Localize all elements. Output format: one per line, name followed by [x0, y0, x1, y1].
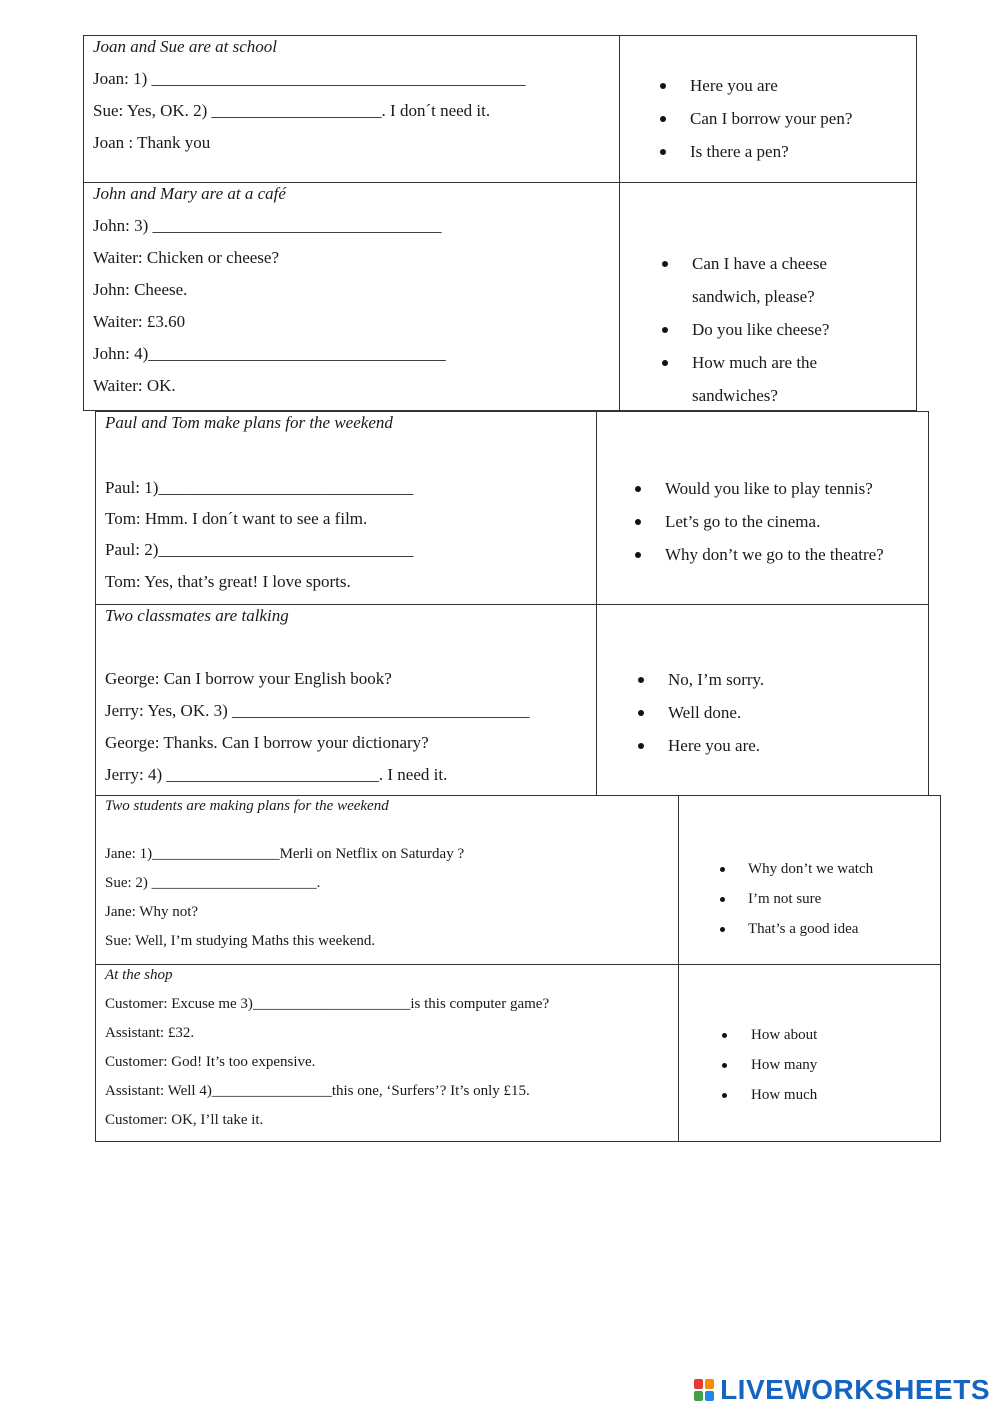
option-item[interactable]	[662, 247, 829, 280]
dialogue-heading: Two classmates are talking	[105, 606, 289, 625]
bullet-icon	[638, 677, 644, 683]
liveworksheets-logo[interactable]	[694, 1374, 990, 1406]
bullet-icon	[722, 1093, 727, 1098]
option-item[interactable]	[722, 1080, 817, 1110]
option-text: Can I have a cheese	[692, 254, 827, 273]
options-panel-1	[620, 36, 916, 182]
options-panel-5	[679, 796, 940, 964]
option-item[interactable]: Here you are	[660, 69, 852, 102]
dialogue-line: Tom: Yes, that’s great! I love sports.	[105, 572, 351, 591]
option-item[interactable]	[722, 1020, 817, 1050]
dialogue-line: Jerry: 4) _________________________. I need it.	[105, 765, 448, 784]
option-text: That’s a good idea	[748, 921, 859, 937]
logo-square-4	[705, 1391, 714, 1401]
dialogue-line: Sue: Well, I’m studying Maths this weekend.	[105, 933, 376, 949]
option-text: How about	[751, 1027, 818, 1043]
logo-mark-icon	[694, 1379, 714, 1401]
dialogue-panel-5	[96, 796, 679, 964]
option-text: Here you are.	[668, 736, 761, 755]
dialogue-line: Joan: 1) ____________________________________________	[93, 69, 526, 88]
option-item[interactable]: Is there a pen?	[660, 135, 852, 168]
logo-square-2	[705, 1379, 714, 1389]
dialogue-line: Assistant: Well 4)________________this one, ‘Surfers’? It’s only £15.	[105, 1083, 530, 1099]
dialogue-heading: John and Mary are at a café	[93, 184, 286, 203]
dialogue-line: Assistant: £32.	[105, 1025, 195, 1041]
dialogue-line: Jane: Why not?	[105, 904, 199, 920]
option-text: How much	[751, 1087, 818, 1103]
bullet-icon	[638, 710, 644, 716]
option-item[interactable]	[635, 505, 884, 538]
options-list	[720, 854, 873, 944]
bullet-icon	[720, 927, 725, 932]
dialogue-line: John: 4)___________________________________	[93, 344, 446, 363]
options-panel-2	[620, 183, 916, 410]
logo-square-1	[694, 1379, 703, 1389]
dialogue-line: Joan : Thank you	[93, 133, 211, 152]
option-item[interactable]	[638, 696, 764, 729]
dialogue-line: Paul: 2)______________________________	[105, 540, 414, 559]
option-item[interactable]	[635, 538, 884, 571]
dialogue-panel-4	[96, 605, 597, 795]
dialogue-line: Waiter: £3.60	[93, 312, 186, 331]
bullet-icon	[635, 552, 641, 558]
bullet-icon	[662, 327, 668, 333]
logo-text: LIVEWORKSHEETS	[720, 1374, 990, 1405]
bullet-icon	[635, 519, 641, 525]
option-item[interactable]	[722, 1050, 817, 1080]
option-text: Why don’t we go to the theatre?	[665, 545, 884, 564]
dialogue-heading: Two students are making plans for the weekend	[105, 798, 389, 814]
options-list	[638, 663, 764, 762]
dialogue-line: Customer: OK, I’ll take it.	[105, 1112, 264, 1128]
dialogue-panel-3	[96, 412, 597, 604]
dialogue-line: Waiter: OK.	[93, 376, 176, 395]
dialogue-line: John: 3) __________________________________	[93, 216, 442, 235]
option-item[interactable]	[635, 472, 884, 505]
option-text: sandwich, please?	[692, 287, 815, 306]
bullet-icon	[635, 486, 641, 492]
option-item[interactable]	[662, 346, 829, 379]
dialogue-heading: At the shop	[105, 967, 173, 983]
option-text: How much are the	[692, 353, 818, 372]
option-item[interactable]	[720, 914, 873, 944]
option-text: Well done.	[668, 703, 742, 722]
dialogue-line: John: Cheese.	[93, 280, 188, 299]
exercise-block-6	[95, 964, 941, 1142]
dialogue-heading: Paul and Tom make plans for the weekend	[105, 413, 393, 432]
option-text: How many	[751, 1057, 818, 1073]
option-text: No, I’m sorry.	[668, 670, 765, 689]
logo-square-3	[694, 1391, 703, 1401]
dialogue-line: Customer: Excuse me 3)_____________________is this computer game?	[105, 996, 550, 1012]
bullet-icon	[722, 1063, 727, 1068]
exercise-block-2	[83, 182, 917, 411]
bullet-icon	[720, 867, 725, 872]
option-text: Let’s go to the cinema.	[665, 512, 821, 531]
dialogue-line: Jane: 1)_________________Merli on Netflix on Saturday ?	[105, 846, 465, 862]
option-text: Why don’t we watch	[748, 861, 874, 877]
bullet-icon	[638, 743, 644, 749]
option-item[interactable]	[720, 854, 873, 884]
exercise-block-5	[95, 795, 941, 965]
option-text: Would you like to play tennis?	[665, 479, 873, 498]
bullet-icon	[722, 1033, 727, 1038]
dialogue-line: George: Thanks. Can I borrow your dictionary?	[105, 733, 429, 752]
options-panel-4	[597, 605, 928, 795]
options-list	[722, 1020, 817, 1110]
option-item[interactable]	[720, 884, 873, 914]
bullet-icon	[720, 897, 725, 902]
option-item[interactable]	[638, 663, 764, 696]
dialogue-line: Paul: 1)______________________________	[105, 478, 414, 497]
options-list	[662, 247, 829, 412]
dialogue-panel-1	[84, 36, 620, 182]
dialogue-panel-6	[96, 965, 679, 1141]
exercise-block-4	[95, 604, 929, 796]
exercise-block-1	[83, 35, 917, 183]
option-text: sandwiches?	[692, 386, 778, 405]
option-item-continuation	[662, 379, 829, 412]
option-text: I’m not sure	[748, 891, 822, 907]
exercise-block-3	[95, 411, 929, 605]
option-item[interactable]	[662, 313, 829, 346]
dialogue-panel-2	[84, 183, 620, 410]
dialogue-line: George: Can I borrow your English book?	[105, 669, 392, 688]
options-panel-6	[679, 965, 940, 1141]
dialogue-line: Customer: God! It’s too expensive.	[105, 1054, 316, 1070]
dialogue-line: Tom: Hmm. I don´t want to see a film.	[105, 509, 368, 528]
option-item[interactable]: Can I borrow your pen?	[660, 102, 852, 135]
dialogue-line: Sue: Yes, OK. 2) ____________________. I don´t need it.	[93, 101, 491, 120]
option-item[interactable]	[638, 729, 764, 762]
dialogue-line: Waiter: Chicken or cheese?	[93, 248, 280, 267]
option-item-continuation	[662, 280, 829, 313]
dialogue-line: Sue: 2) ______________________.	[105, 875, 321, 891]
bullet-icon	[662, 261, 668, 267]
options-list	[635, 472, 884, 571]
option-text: Do you like cheese?	[692, 320, 830, 339]
options-panel-3	[597, 412, 928, 604]
dialogue-heading: Joan and Sue are at school	[93, 37, 277, 56]
dialogue-line: Jerry: Yes, OK. 3) ___________________________________	[105, 701, 530, 720]
bullet-icon	[662, 360, 668, 366]
